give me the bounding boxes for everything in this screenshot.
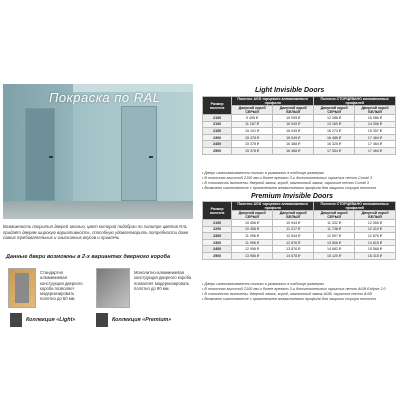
description-text: Возможность покрытия дверей эмалью, цвет которой подобран по палитре цветов RAL придаёт дверям широкую вариативность, способную удовлетворить потребности даже самых требовательных и изысканных вкусов и привлечь: [3, 224, 189, 241]
price-cell: 10 456 ₽: [232, 226, 273, 233]
sub-grey: Дверной короб СЕРЫЙ: [314, 106, 355, 115]
price-cell: 11 736 ₽: [314, 226, 355, 233]
floor: [3, 201, 193, 219]
group-ags: Полотно AGS торцевого алюминиевого профиля: [232, 202, 314, 211]
variants-title: Данные двери возможны в 2-х вариантах дверного короба: [6, 254, 171, 260]
price-cell: 13 876 ₽: [273, 246, 314, 253]
size-cell: 2300: [203, 239, 232, 246]
price-cell: 12 876 ₽: [355, 233, 396, 240]
sub-grey: Дверной короб СЕРЫЙ: [232, 106, 273, 115]
table-row: [203, 128, 396, 135]
price-cell: 15 191 ₽: [232, 128, 273, 135]
sub-white: Дверной короб БЕЛЫЙ: [273, 211, 314, 220]
price-cell: 13 506 ₽: [314, 239, 355, 246]
corner-icon: [96, 313, 108, 327]
table-row: [203, 220, 396, 227]
door-handle-icon: [49, 156, 53, 158]
price-cell: 12 956 ₽: [232, 246, 273, 253]
price-cell: 17 464 ₽: [355, 141, 396, 148]
price-cell: 15 120 ₽: [314, 252, 355, 259]
light-title: Light Invisible Doors: [255, 87, 325, 94]
price-cell: 15 568 ₽: [355, 246, 396, 253]
price-cell: 16 325 ₽: [314, 141, 355, 148]
price-cell: 15 378 ₽: [232, 141, 273, 148]
table-row: [203, 121, 396, 128]
price-cell: 15 378 ₽: [232, 147, 273, 154]
price-cell: 17 354 ₽: [314, 147, 355, 154]
note-item: • В стоимость включены: дверной замок, короб, магнитный замок AGB, скрытые петли AGB: [202, 292, 396, 297]
note-item: • Возможно изготовление с применением алюминиевого профиля для защиты торцов полотна: [202, 186, 396, 191]
price-cell: 12 288 ₽: [314, 115, 355, 122]
price-cell: 13 160 ₽: [314, 121, 355, 128]
collection-light-label: Коллекция «Light»: [26, 317, 76, 323]
table-row: [203, 252, 396, 259]
corner-icon: [10, 313, 22, 327]
size-cell: 2300: [203, 134, 232, 141]
size-cell: 2100: [203, 220, 232, 227]
price-cell: 13 956 ₽: [232, 252, 273, 259]
price-cell: 16 049 ₽: [273, 128, 314, 135]
size-cell: 2100: [203, 128, 232, 135]
group-stor: Полотно СТОРЦЕВАНО алюминиевых профилей: [314, 97, 396, 106]
table-row: [203, 147, 396, 154]
price-cell: 14 578 ₽: [273, 252, 314, 259]
table-row: [203, 134, 396, 141]
price-cell: 16 368 ₽: [273, 147, 314, 154]
size-cell: 2300: [203, 233, 232, 240]
size-cell: 2100: [203, 115, 232, 122]
price-cell: 16 273 ₽: [314, 128, 355, 135]
price-cell: 12 544 ₽: [273, 233, 314, 240]
premium-notes: [202, 282, 396, 302]
note-item: • В стоимость включены: дверной замок, короб, магнитный замок, скрытые петли Combi 3: [202, 181, 396, 186]
size-cell: 2400: [203, 141, 232, 148]
premium-price-table: [202, 201, 396, 260]
table-row: [203, 233, 396, 240]
price-cell: 9 495 ₽: [232, 115, 273, 122]
size-cell: 2500: [203, 147, 232, 154]
table-row: [203, 115, 396, 122]
price-cell: 11 332 ₽: [314, 220, 355, 227]
size-cell: 2500: [203, 252, 232, 259]
price-cell: 16 486 ₽: [314, 134, 355, 141]
price-cell: 14 815 ₽: [355, 239, 396, 246]
note-item: • Двери изготавливаются только в указанных в таблице размерах: [202, 171, 396, 176]
size-cell: 2400: [203, 246, 232, 253]
note-item: • В полотнах высотой 2100 мм и более врезано 3-и дополнительных скрытых петли AGB Eclipse 2.0: [202, 287, 396, 292]
door-right: [121, 106, 157, 201]
price-cell: 14 306 ₽: [355, 121, 396, 128]
table-row: [203, 239, 396, 246]
col-size: Размер полотна: [203, 202, 232, 220]
size-cell: 2100: [203, 121, 232, 128]
premium-title: Premium Invisible Doors: [251, 193, 334, 200]
price-cell: 16 315 ₽: [355, 252, 396, 259]
price-cell: 12 065 ₽: [355, 220, 396, 227]
price-cell: 15 378 ₽: [232, 134, 273, 141]
photo-title: Покраска по RAL: [49, 90, 161, 105]
price-cell: 16 049 ₽: [273, 134, 314, 141]
note-item: • Возможно изготовление с применением алюминиевого профиля для защиты торцов полотна: [202, 297, 396, 302]
collection-premium-label: Коллекция «Premium»: [112, 317, 172, 323]
table-row: [203, 246, 396, 253]
price-cell: 11 996 ₽: [232, 239, 273, 246]
price-cell: 11 996 ₽: [232, 233, 273, 240]
note-item: • Двери изготавливаются только в указанных в таблице размерах: [202, 282, 396, 287]
light-frame-text: Стандартно алюминиевая конструкция дверного короба позволяет модернизировать полотно до 50 мм: [40, 270, 83, 302]
group-ags: Полотно AGS торцевого алюминиевого профиля: [232, 97, 314, 106]
group-stor: Полотно СТОРЦЕВАНО алюминиевых профилей: [314, 202, 396, 211]
price-cell: 16 049 ₽: [273, 121, 314, 128]
sub-grey: Дверной короб СЕРЫЙ: [314, 211, 355, 220]
room-photo: [3, 84, 193, 219]
premium-frame-text: Монолитно-алюминиевая конструкция дверного короба позволяет модернизировать полотно до 90 мм.: [134, 270, 192, 291]
sub-white: Дверной короб БЕЛЫЙ: [273, 106, 314, 115]
door-left: [25, 108, 55, 201]
table-row: [203, 141, 396, 148]
sub-white: Дверной короб БЕЛЫЙ: [355, 106, 396, 115]
price-cell: 17 464 ₽: [355, 147, 396, 154]
price-cell: 15 357 ₽: [355, 128, 396, 135]
price-cell: 12 876 ₽: [273, 239, 314, 246]
door-handle-icon: [149, 156, 153, 158]
price-cell: 12 507 ₽: [314, 233, 355, 240]
price-cell: 11 217 ₽: [273, 226, 314, 233]
light-frame-image: [8, 268, 36, 308]
price-cell: 10 095 ₽: [273, 115, 314, 122]
price-cell: 16 986 ₽: [355, 115, 396, 122]
price-cell: 11 167 ₽: [232, 121, 273, 128]
premium-frame-image: [96, 268, 130, 308]
price-cell: 10 456 ₽: [232, 220, 273, 227]
price-cell: 12 419 ₽: [355, 226, 396, 233]
col-size: Размер полотна: [203, 97, 232, 115]
sub-grey: Дверной короб СЕРЫЙ: [232, 211, 273, 220]
price-cell: 17 464 ₽: [355, 134, 396, 141]
size-cell: 2200: [203, 226, 232, 233]
note-item: • В полотнах высотой 2100 мм и более врезано 3-и дополнительных скрытых петли Combi 3: [202, 176, 396, 181]
price-cell: 14 682 ₽: [314, 246, 355, 253]
light-price-table: [202, 96, 396, 155]
sub-white: Дверной короб БЕЛЫЙ: [355, 211, 396, 220]
table-row: [203, 226, 396, 233]
price-cell: 10 944 ₽: [273, 220, 314, 227]
light-notes: [202, 171, 396, 191]
price-cell: 16 368 ₽: [273, 141, 314, 148]
